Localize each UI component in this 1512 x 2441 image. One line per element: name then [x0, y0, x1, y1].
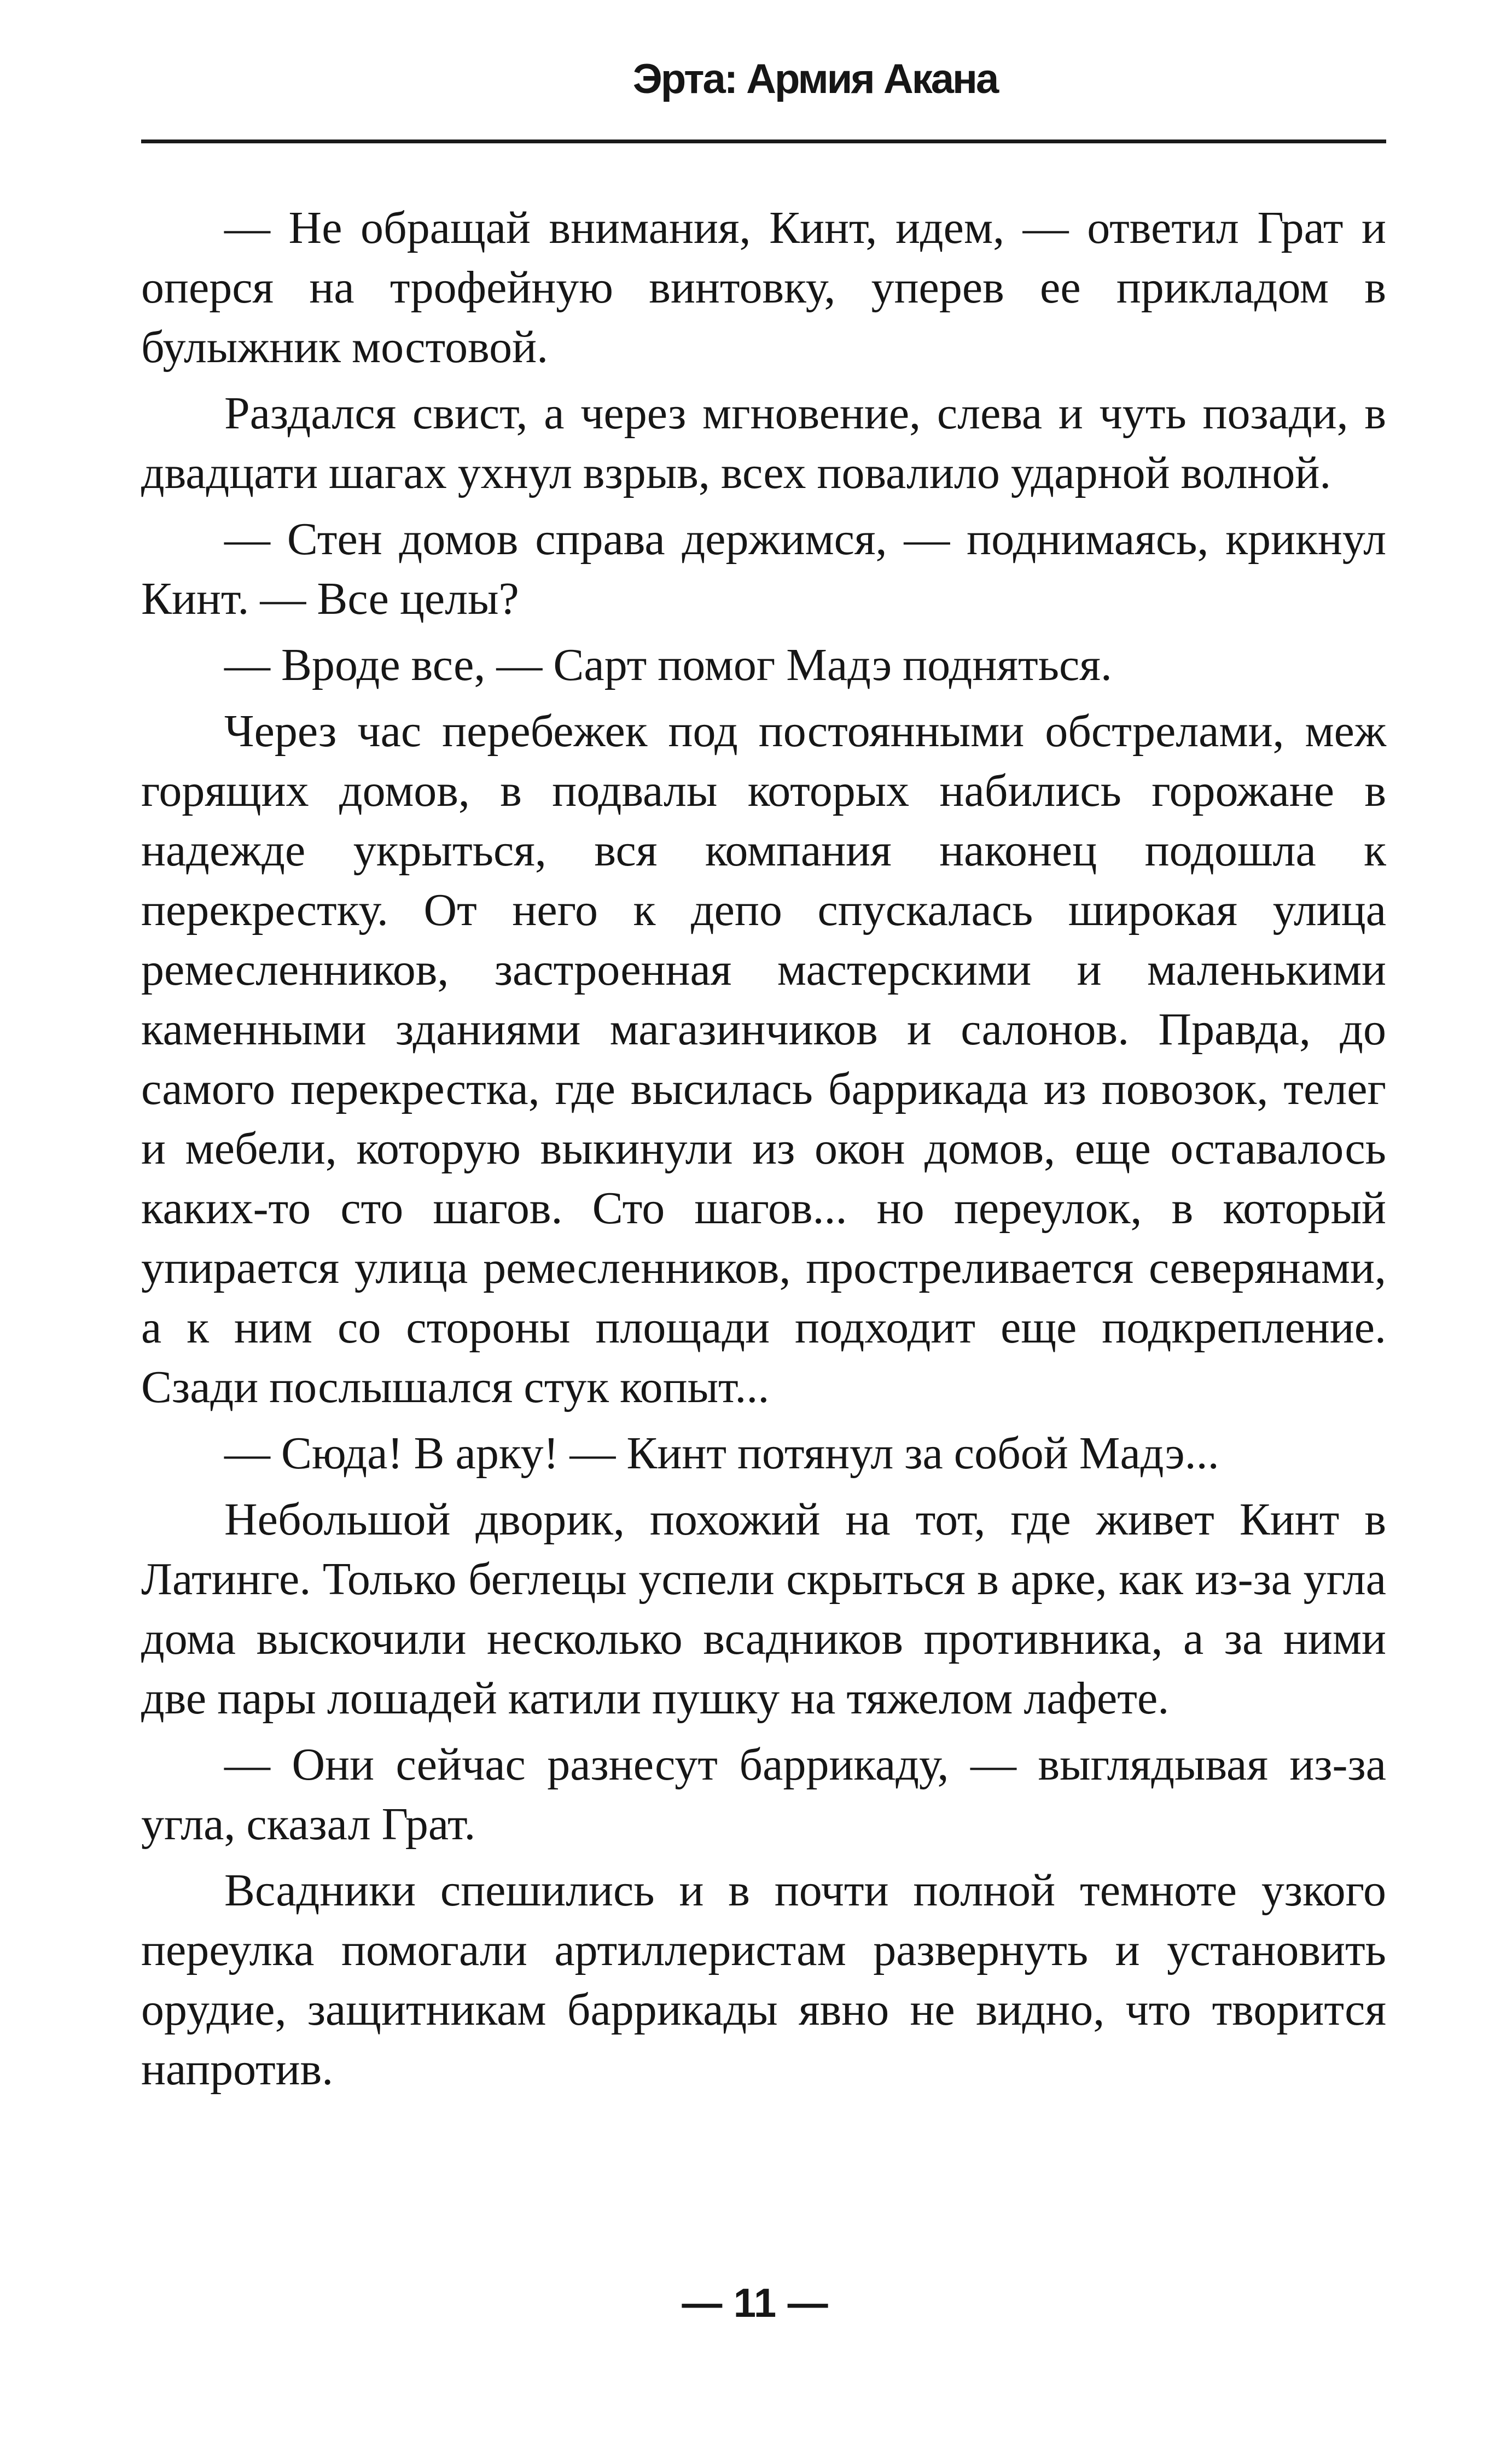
paragraph: — Они сейчас разнесут баррикаду, — выглядывая из-за угла, сказал Грат.: [141, 1739, 1386, 1850]
running-title: Эрта: Армия Акана: [632, 56, 998, 102]
paragraph: Через час перебежек под постоянными обстрелами, меж горящих домов, в подвалы которых набились горожане в надежде укрыться, вся компания наконец подошла к перекрестку. От него к депо спускалась широкая улица ремесленников, застроенная мастерскими и маленькими каменными зданиями магазинчиков и салонов. Правда, до самого перекрестка, где высилась баррикада из повозок, телег и мебели, которую выкинули из окон домов, еще оставалось каких-то сто шагов. Сто шагов... но переулок, в который упирается улица ремесленников, простреливается северянами, а к ним со стороны площади подходит еще подкрепление. Сзади послышался стук копыт...: [141, 706, 1386, 1413]
paragraph: Раздался свист, а через мгновение, слева и чуть позади, в двадцати шагах ухнул взрыв, всех повалило ударной волной.: [141, 388, 1386, 498]
paragraph: — Сюда! В арку! — Кинт потянул за собой Мадэ...: [224, 1428, 1219, 1479]
paragraph: — Стен домов справа держимся, — поднимаясь, крикнул Кинт. — Все целы?: [141, 514, 1386, 624]
paragraph: — Не обращай внимания, Кинт, идем, — ответил Грат и оперся на трофейную винтовку, уперев ее прикладом в булыжник мостовой.: [141, 202, 1386, 373]
paragraph: Небольшой дворик, похожий на тот, где живет Кинт в Латинге. Только беглецы успели скрыться в арке, как из-за угла дома выскочили несколько всадников противника, а за ними две пары лошадей катили пушку на тяжелом лафете.: [141, 1494, 1386, 1724]
body-text: [141, 198, 1386, 2106]
page-number: — 11 —: [682, 2280, 828, 2326]
paragraph: Всадники спешились и в почти полной темноте узкого переулка помогали артиллеристам развернуть и установить орудие, защитникам баррикады явно не видно, что творится напротив.: [141, 1865, 1386, 2095]
paragraph: — Вроде все, — Сарт помог Мадэ подняться.: [224, 640, 1112, 690]
header-rule: [141, 140, 1386, 143]
